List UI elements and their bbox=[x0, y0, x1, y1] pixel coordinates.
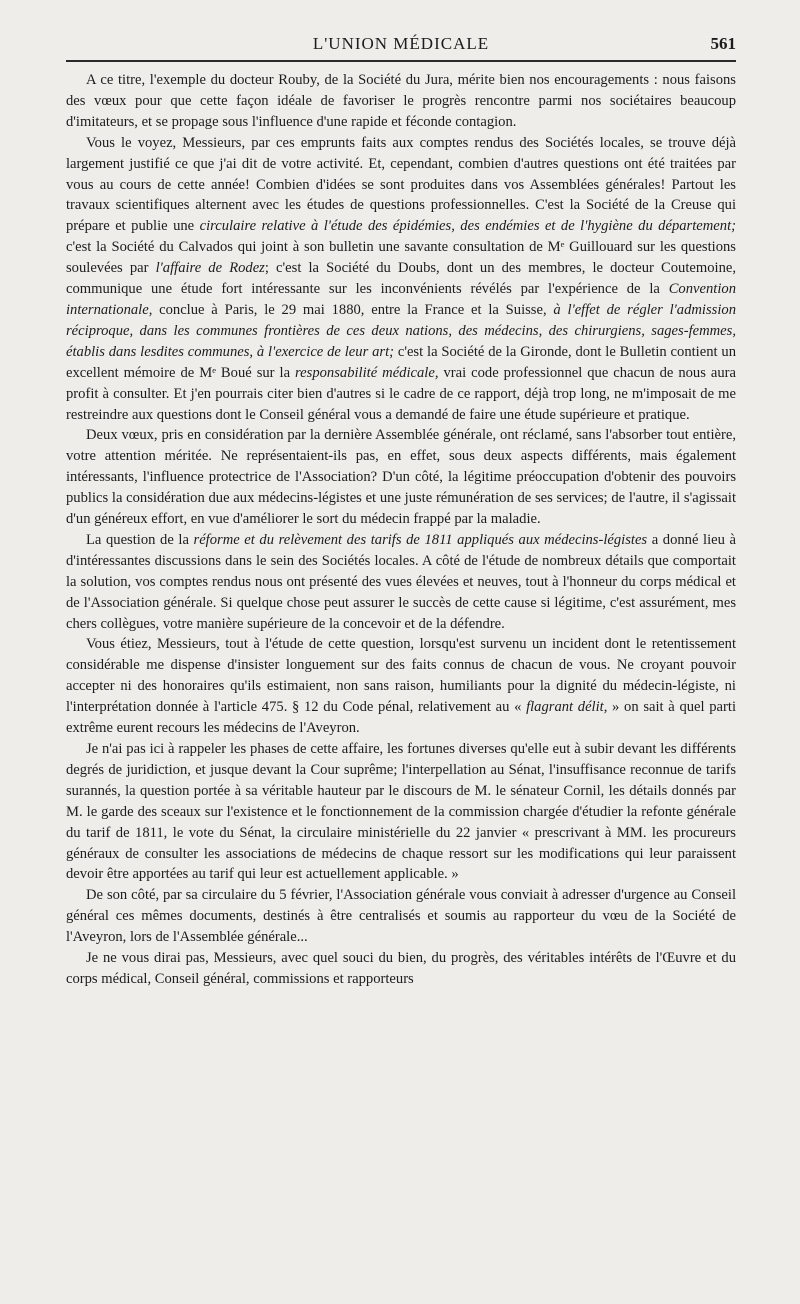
page-number: 561 bbox=[710, 34, 736, 53]
italic-run: circulaire relative à l'étude des épidémies, des endémies et de l'hygiène du département; bbox=[199, 218, 736, 235]
text-run: » on sait à quel parti extrême eurent recours les médecins de l'Aveyron. bbox=[66, 699, 736, 737]
paragraph-7: De son côté, par sa circulaire du 5 février, l'Association générale vous conviait à adresser d'urgence au Conseil général ces mêmes documents, destinés à être centralisés et soumis au rapporteur du vœu de la Société de l'Aveyron, lors de l'Assemblée générale... bbox=[66, 887, 736, 946]
text-run: conclue à Paris, le 29 mai 1880, entre la France et la Suisse, bbox=[152, 301, 554, 318]
body-text bbox=[66, 70, 736, 990]
text-run: Vous étiez, Messieurs, tout à l'étude de cette question, lorsqu'est survenu un incident dont le retentissement considérable me dispense d'insister longuement sur des faits connus de chacun de vous. Ne croyant pouvoir accepter ni des honoraires qu'ils estimaient, non sans raison, humiliants pour la dignité du médecin-légiste, ni l'interprétation donnée à l'article 475. § 12 du Code pénal, relativement au « bbox=[66, 636, 736, 716]
text-run: c'est la Société du Calvados qui joint à son bulletin une savante consultation de Mᵉ Guillouard sur les questions soulevées par bbox=[66, 239, 736, 277]
paragraph-6: Je n'ai pas ici à rappeler les phases de cette affaire, les fortunes diverses qu'elle eut à subir devant les différents degrés de juridiction, et jusque devant la Cour suprême; l'interpellation au Sénat, l'insuffisance reconnue de tarifs surannés, la question portée à sa véritable hauteur par le discours de M. le sénateur Cornil, les détails donnés par M. le garde des sceaux sur l'existence et le fonctionnement de la commission chargée d'étudier la refonte générale du tarif de 1811, le vote du Sénat, la circulaire ministérielle du 22 janvier « prescrivant à MM. les procureurs généraux de consulter les associations de médecins de chaque ressort sur les modifications qui leur paraissent devoir être apportées au tarif qui leur est actuellement applicable. » bbox=[66, 741, 736, 883]
text-run: La question de la bbox=[86, 531, 194, 548]
italic-run: à l'effet de régler l'admission réciproque, dans les communes frontières de ces deux nations, des médecins, des chirurgiens, sages-femmes, établis dans lesdites communes, à l'exercice de leur art; bbox=[66, 301, 736, 360]
running-title: L'UNION MÉDICALE bbox=[312, 34, 490, 53]
text-run: Vous le voyez, Messieurs, par ces emprunts faits aux comptes rendus des Sociétés locales, se trouve déjà largement justifié ce que j'ai dit de votre activité. Et, cependant, combien d'autres questions ont été traitées par vous au cours de cette année! Combien d'idées se sont produites dans vos Assemblées générales! Partout les travaux scientifiques alternent avec les études de questions professionnelles. C'est la Société de la Creuse qui prépare et publie une bbox=[66, 134, 736, 235]
italic-run: flagrant délit, bbox=[526, 699, 608, 716]
text-run: vrai code professionnel que chacun de nous aura profit à consulter. Et j'en pourrais citer bien d'autres si le cadre de ce rapport, déjà trop long, ne m'imposait de me restreindre aux questions dont le Conseil général vous a demandé de faire une étude supérieure et pratique. bbox=[66, 364, 736, 423]
paragraph-3: Deux vœux, pris en considération par la dernière Assemblée générale, ont réclamé, sans l'absorber tout entière, votre attention méritée. Ne représentaient-ils pas, en effet, sous deux aspects différents, mais également intéressants, l'influence protectrice de l'Association? D'un côté, la légitime préoccupation d'obtenir des pouvoirs publics la considération due aux médecins-légistes et une juste rémunération de ses services; de l'autre, il s'agissait d'un généreux effort, en vue d'améliorer le sort du médecin frappé par la maladie. bbox=[66, 427, 736, 528]
text-run: c'est la Société de la Gironde, dont le Bulletin contient un excellent mémoire de Mᵉ Boué sur la bbox=[66, 343, 736, 381]
paragraph-1: A ce titre, l'exemple du docteur Rouby, de la Société du Jura, mérite bien nos encouragements : nous faisons des vœux pour que cette façon idéale de favoriser le progrès rencontre parmi nos sociétaires beaucoup d'imitateurs, et se propage sous l'influence d'une rapide et féconde contagion. bbox=[66, 72, 736, 130]
italic-run: responsabilité médicale, bbox=[295, 364, 439, 381]
paragraph-8: Je ne vous dirai pas, Messieurs, avec quel souci du bien, du progrès, des véritables intérêts de l'Œuvre et du corps médical, Conseil général, commissions et rapporteurs bbox=[66, 950, 736, 987]
italic-run: Convention internationale, bbox=[66, 281, 736, 318]
text-run: a donné lieu à d'intéressantes discussions dans le sein des Sociétés locales. A côté de l'étude de nombreux détails que comportait la solution, vos comptes rendus nous ont présenté des vues élevées et neuves, tout à l'honneur du corps médical et de l'Association générale. Si quelque chose peut assurer le succès de cette cause si légitime, c'est assurément, mes chers collègues, votre manière supérieure de la concevoir et de la défendre. bbox=[66, 531, 736, 632]
paragraph-2 bbox=[66, 133, 736, 426]
italic-run: l'affaire de Rodez bbox=[155, 260, 265, 277]
text-run: ; c'est la Société du Doubs, dont un des membres, le docteur Coutemoine, communique une étude fort intéressante sur les inconvénients révélés par l'expérience de la bbox=[66, 260, 736, 298]
page-header bbox=[66, 30, 736, 62]
paragraph-4 bbox=[66, 530, 736, 635]
italic-run: réforme et du relèvement des tarifs de 1811 appliqués aux médecins-légistes bbox=[193, 531, 648, 548]
paragraph-5 bbox=[66, 634, 736, 739]
